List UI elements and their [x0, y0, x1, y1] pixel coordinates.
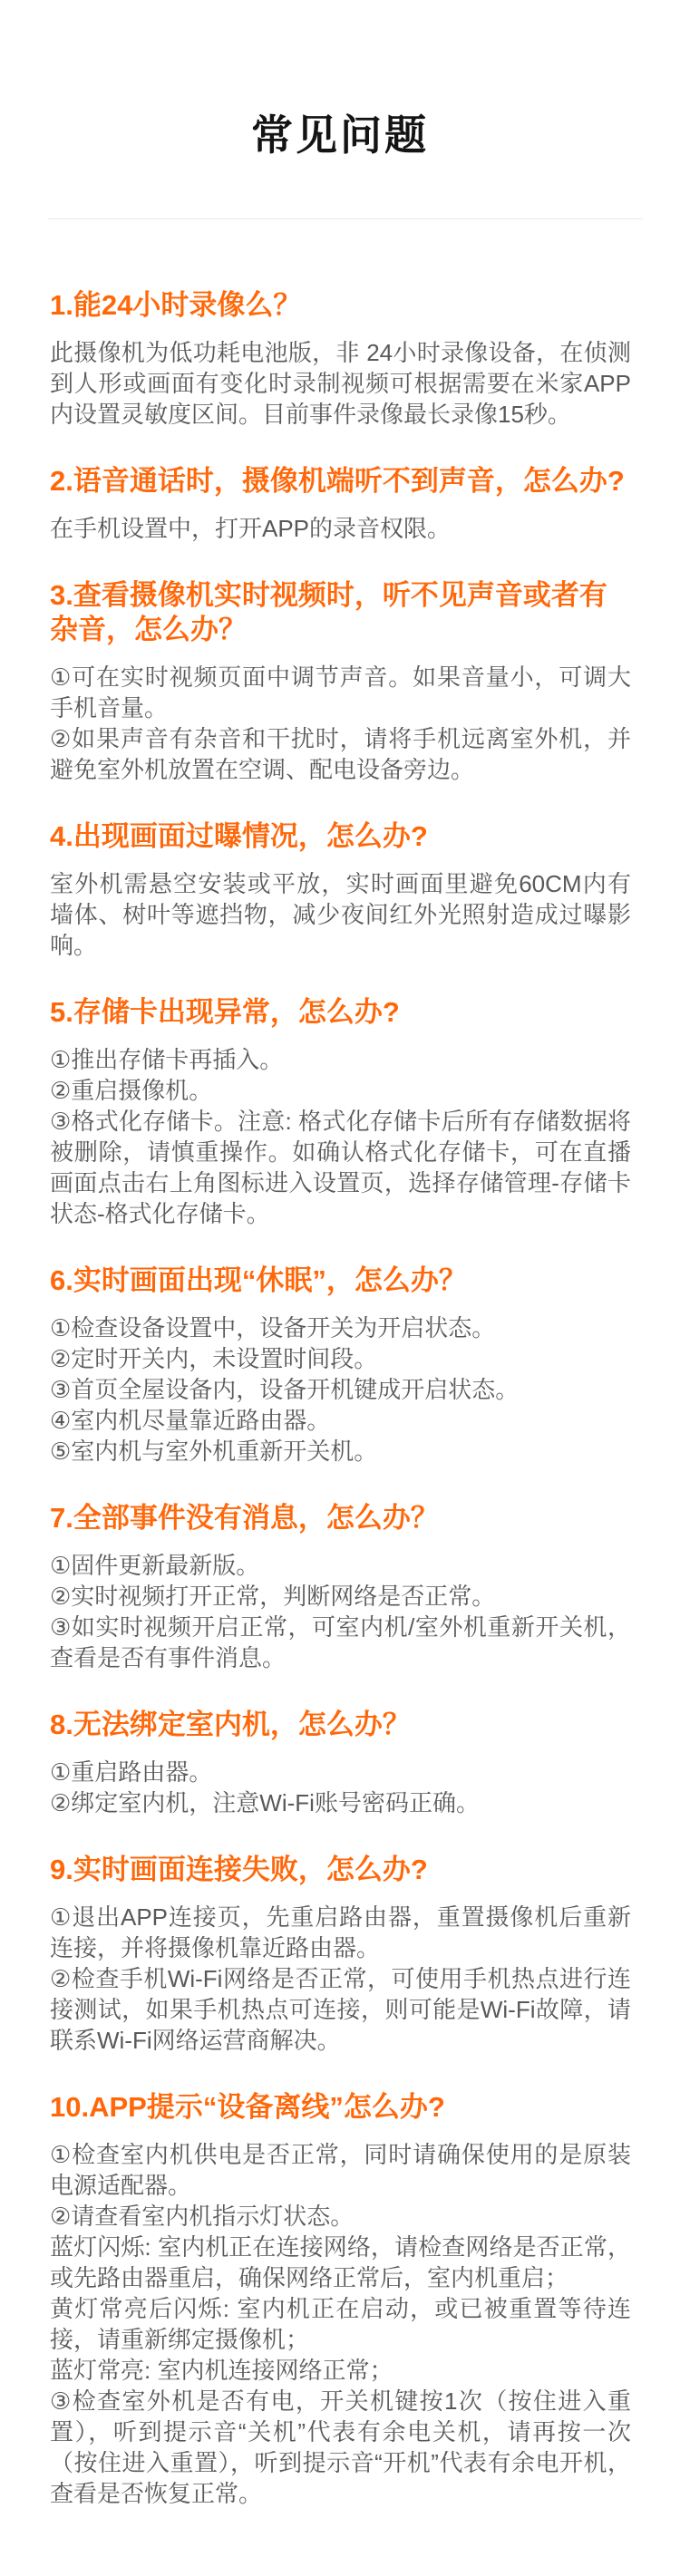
faq-answer-paragraph: ⑤室内机与室外机重新开关机。	[50, 1438, 378, 1465]
faq-item	[50, 1501, 631, 1673]
faq-question: 3.查看摄像机实时视频时，听不见声音或者有杂音，怎么办？	[50, 579, 607, 645]
faq-answer-paragraph: ③如实时视频开启正常，可室内机/室外机重新开关机，查看是否有事件消息。	[50, 1613, 631, 1671]
faq-item	[50, 1264, 631, 1467]
faq-question: 9.实时画面连接失败，怎么办?	[50, 1854, 428, 1885]
faq-answer-paragraph: ①检查设备设置中，设备开关为开启状态。	[50, 1314, 496, 1341]
faq-answer-paragraph: 蓝灯闪烁: 室内机正在连接网络，请检查网络是否正常，或先路由器重启，确保网络正常后，室内机重启；	[50, 2233, 631, 2291]
faq-answer-paragraph: ②定时开关内，未设置时间段。	[50, 1345, 378, 1372]
faq-answer-paragraph: 此摄像机为低功耗电池版，非 24小时录像设备，在侦测到人形或画面有变化时录制视频可根据需要在米家APP内设置灵敏度区间。目前事件录像最长录像15秒。	[50, 339, 631, 428]
faq-question: 8.无法绑定室内机，怎么办？	[50, 1709, 411, 1740]
faq-item	[50, 2090, 631, 2509]
faq-answer-paragraph: ③格式化存储卡。注意: 格式化存储卡后所有存储数据将被删除，请慎重操作。如确认格式化存储卡，可在直播画面点击右上角图标进入设置页，选择存储管理-存储卡状态-格式化存储卡。	[50, 1108, 631, 1227]
faq-answers	[50, 662, 631, 785]
faq-answer-paragraph: ①重启路由器。	[50, 1758, 213, 1786]
faq-answer-paragraph: 蓝灯常亮: 室内机连接网络正常；	[50, 2357, 393, 2384]
faq-answers	[50, 337, 631, 430]
faq-answers	[50, 513, 631, 544]
faq-answer-paragraph: ①推出存储卡再插入。	[50, 1046, 284, 1073]
faq-answers	[50, 1902, 631, 2056]
faq-answer-paragraph: ①可在实时视频页面中调节声音。如果音量小，可调大手机音量。	[50, 663, 631, 721]
faq-answers	[50, 1757, 631, 1818]
faq-question: 6.实时画面出现“休眠”，怎么办？	[50, 1264, 467, 1296]
faq-item	[50, 819, 631, 961]
faq-question: 5.存储卡出现异常，怎么办?	[50, 996, 400, 1028]
faq-answer-paragraph: ①固件更新最新版。	[50, 1552, 260, 1579]
faq-question: 1.能24小时录像么？	[50, 289, 302, 321]
page-title: 常见问题	[251, 111, 429, 159]
faq-item	[50, 464, 631, 544]
faq-answers	[50, 1312, 631, 1467]
faq-answer-paragraph: 在手机设置中，打开APP的录音权限。	[50, 515, 452, 542]
faq-answer-paragraph: ①退出APP连接页，先重启路由器，重置摄像机后重新连接，并将摄像机靠近路由器。	[50, 1903, 631, 1961]
faq-item	[50, 578, 631, 785]
faq-answer-paragraph: ②实时视频打开正常，判断网络是否正常。	[50, 1583, 496, 1610]
faq-answers	[50, 2139, 631, 2509]
faq-answer-paragraph: ②请查看室内机指示灯状态。	[50, 2203, 355, 2230]
faq-answer-paragraph: 黄灯常亮后闪烁: 室内机正在启动，或已被重置等待连接，请重新绑定摄像机；	[50, 2295, 631, 2353]
faq-answer-paragraph: ③检查室外机是否有电，开关机键按1次（按住进入重置），听到提示音“关机”代表有余电关机，请再按一次（按住进入重置），听到提示音“开机”代表有余电开机，查看是否恢复正常。	[50, 2387, 631, 2507]
faq-answer-paragraph: ③首页全屋设备内，设备开机键成开启状态。	[50, 1376, 520, 1403]
faq-question: 4.出现画面过曝情况，怎么办?	[50, 820, 428, 852]
faq-item	[50, 1853, 631, 2056]
faq-answer-paragraph: ②如果声音有杂音和干扰时，请将手机远离室外机，并避免室外机放置在空调、配电设备旁边。	[50, 725, 631, 783]
faq-item	[50, 1708, 631, 1818]
faq-question: 7.全部事件没有消息，怎么办？	[50, 1502, 439, 1534]
faq-question: 10.APP提示“设备离线”怎么办?	[50, 2091, 445, 2123]
faq-answer-paragraph: ②检查手机Wi-Fi网络是否正常，可使用手机热点进行连接测试，如果手机热点可连接，则可能是Wi-Fi故障，请联系Wi-Fi网络运营商解决。	[50, 1965, 631, 2054]
faq-item	[50, 288, 631, 430]
faq-question: 2.语音通话时，摄像机端听不到声音，怎么办?	[50, 465, 625, 497]
faq-answer-paragraph: 室外机需悬空安装或平放，实时画面里避免60CM内有墙体、树叶等遮挡物，减少夜间红外光照射造成过曝影响。	[50, 870, 631, 959]
faq-list	[0, 219, 680, 2509]
faq-answer-paragraph: ④室内机尽量靠近路由器。	[50, 1407, 331, 1434]
faq-answers	[50, 868, 631, 961]
faq-answers	[50, 1044, 631, 1229]
faq-item	[50, 995, 631, 1229]
faq-answer-paragraph: ②绑定室内机，注意Wi-Fi账号密码正确。	[50, 1789, 480, 1816]
faq-answers	[50, 1550, 631, 1673]
faq-answer-paragraph: ②重启摄像机。	[50, 1077, 213, 1104]
faq-answer-paragraph: ①检查室内机供电是否正常，同时请确保使用的是原装电源适配器。	[50, 2141, 631, 2199]
